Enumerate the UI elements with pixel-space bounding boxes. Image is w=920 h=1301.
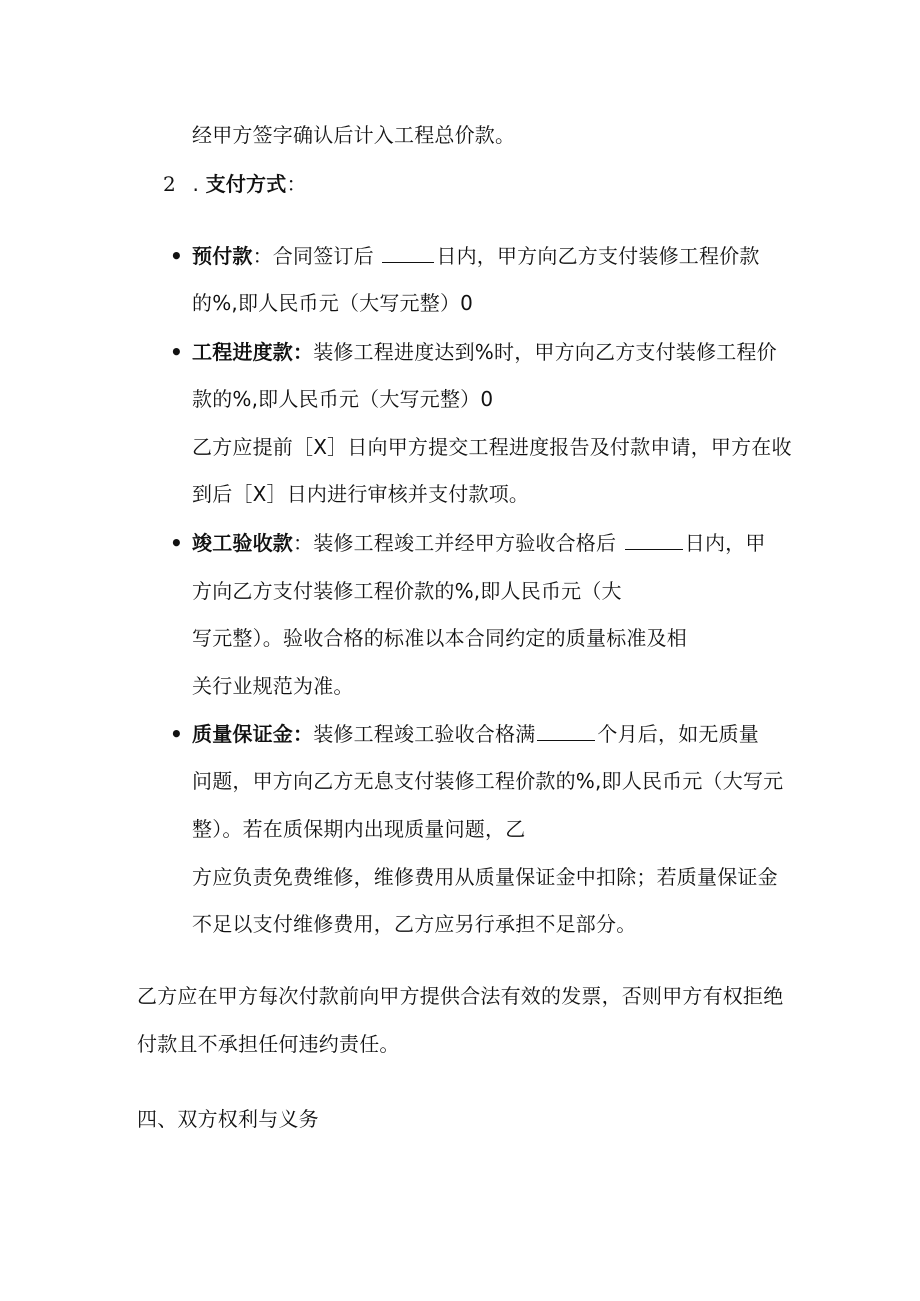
- item-text: 的%,即人民币元（大写元整）0: [192, 291, 474, 315]
- section-title: 四、双方权利与义务: [137, 1107, 319, 1131]
- item-label: 质量保证金：: [192, 722, 314, 746]
- text-line: [192, 577, 622, 605]
- section-heading: [137, 1105, 319, 1133]
- item-text: 日内，甲: [684, 531, 766, 555]
- text-line: [192, 910, 636, 938]
- text-line: [192, 815, 525, 843]
- item-text: ：装修工程竣工并经甲方验收合格后: [293, 531, 617, 555]
- bullet-icon: •: [170, 722, 183, 746]
- item-text: 写元整）。验收合格的标准以本合同约定的质量标准及相: [192, 626, 687, 650]
- bullet-icon: •: [170, 244, 183, 268]
- list-item: [192, 720, 759, 748]
- text-line: [192, 433, 792, 461]
- text-line: [137, 1030, 400, 1058]
- item-text: 日内，甲方向乙方支付装修工程价款: [436, 244, 760, 268]
- section-colon: ：: [286, 172, 307, 196]
- fill-blank: [625, 531, 683, 550]
- fill-blank: [537, 722, 595, 741]
- item-label: 工程进度款：: [192, 340, 314, 364]
- list-item: [192, 242, 760, 270]
- fill-blank: [382, 244, 434, 263]
- item-text: 款的%,即人民币元（大写元整）0: [192, 387, 494, 411]
- paragraph-text: 付款且不承担任何违约责任。: [137, 1032, 400, 1056]
- item-label: 预付款: [192, 244, 253, 268]
- section-heading: [163, 170, 307, 198]
- item-text: 方向乙方支付装修工程价款的%,即人民币元（大: [192, 579, 622, 603]
- text-line: [192, 624, 687, 652]
- list-item: [192, 529, 766, 557]
- item-text: 方应负责免费维修，维修费用从质量保证金中扣除；若质量保证金: [192, 865, 778, 889]
- paragraph-text: 经甲方签字确认后计入工程总价款。: [192, 123, 516, 147]
- item-text: 到后［X］日内进行审核并支付款项。: [192, 482, 530, 506]
- item-text: 装修工程进度达到%时，甲方向乙方支付装修工程价: [313, 340, 777, 364]
- bullet-icon: •: [170, 531, 183, 555]
- text-line: [192, 863, 778, 891]
- text-line: [192, 480, 529, 508]
- item-text: ：合同签订后: [252, 244, 374, 268]
- text-line: [192, 289, 473, 317]
- item-label: 竣工验收款: [192, 531, 293, 555]
- section-title: 支付方式: [205, 172, 287, 196]
- item-text: 装修工程竣工验收合格满: [313, 722, 536, 746]
- text-line: [192, 385, 493, 413]
- section-number: 2: [163, 172, 176, 196]
- text-line: [192, 672, 354, 700]
- item-text: 整）。若在质保期内出现质量问题，乙: [192, 817, 526, 841]
- item-text: 不足以支付维修费用，乙方应另行承担不足部分。: [192, 912, 637, 936]
- text-line: [192, 121, 515, 149]
- item-text: 关行业规范为准。: [192, 674, 354, 698]
- section-dot: .: [192, 172, 200, 196]
- text-line: [137, 982, 783, 1010]
- list-item: [192, 338, 777, 366]
- text-line: [192, 767, 783, 795]
- paragraph-text: 乙方应在甲方每次付款前向甲方提供合法有效的发票，否则甲方有权拒绝: [137, 984, 784, 1008]
- item-text: 问题，甲方向乙方无息支付装修工程价款的%,即人民币元（大写元: [192, 769, 784, 793]
- item-text: 乙方应提前［X］日向甲方提交工程进度报告及付款申请，甲方在收: [192, 435, 792, 459]
- bullet-icon: •: [170, 340, 183, 364]
- item-text: 个月后，如无质量: [597, 722, 760, 746]
